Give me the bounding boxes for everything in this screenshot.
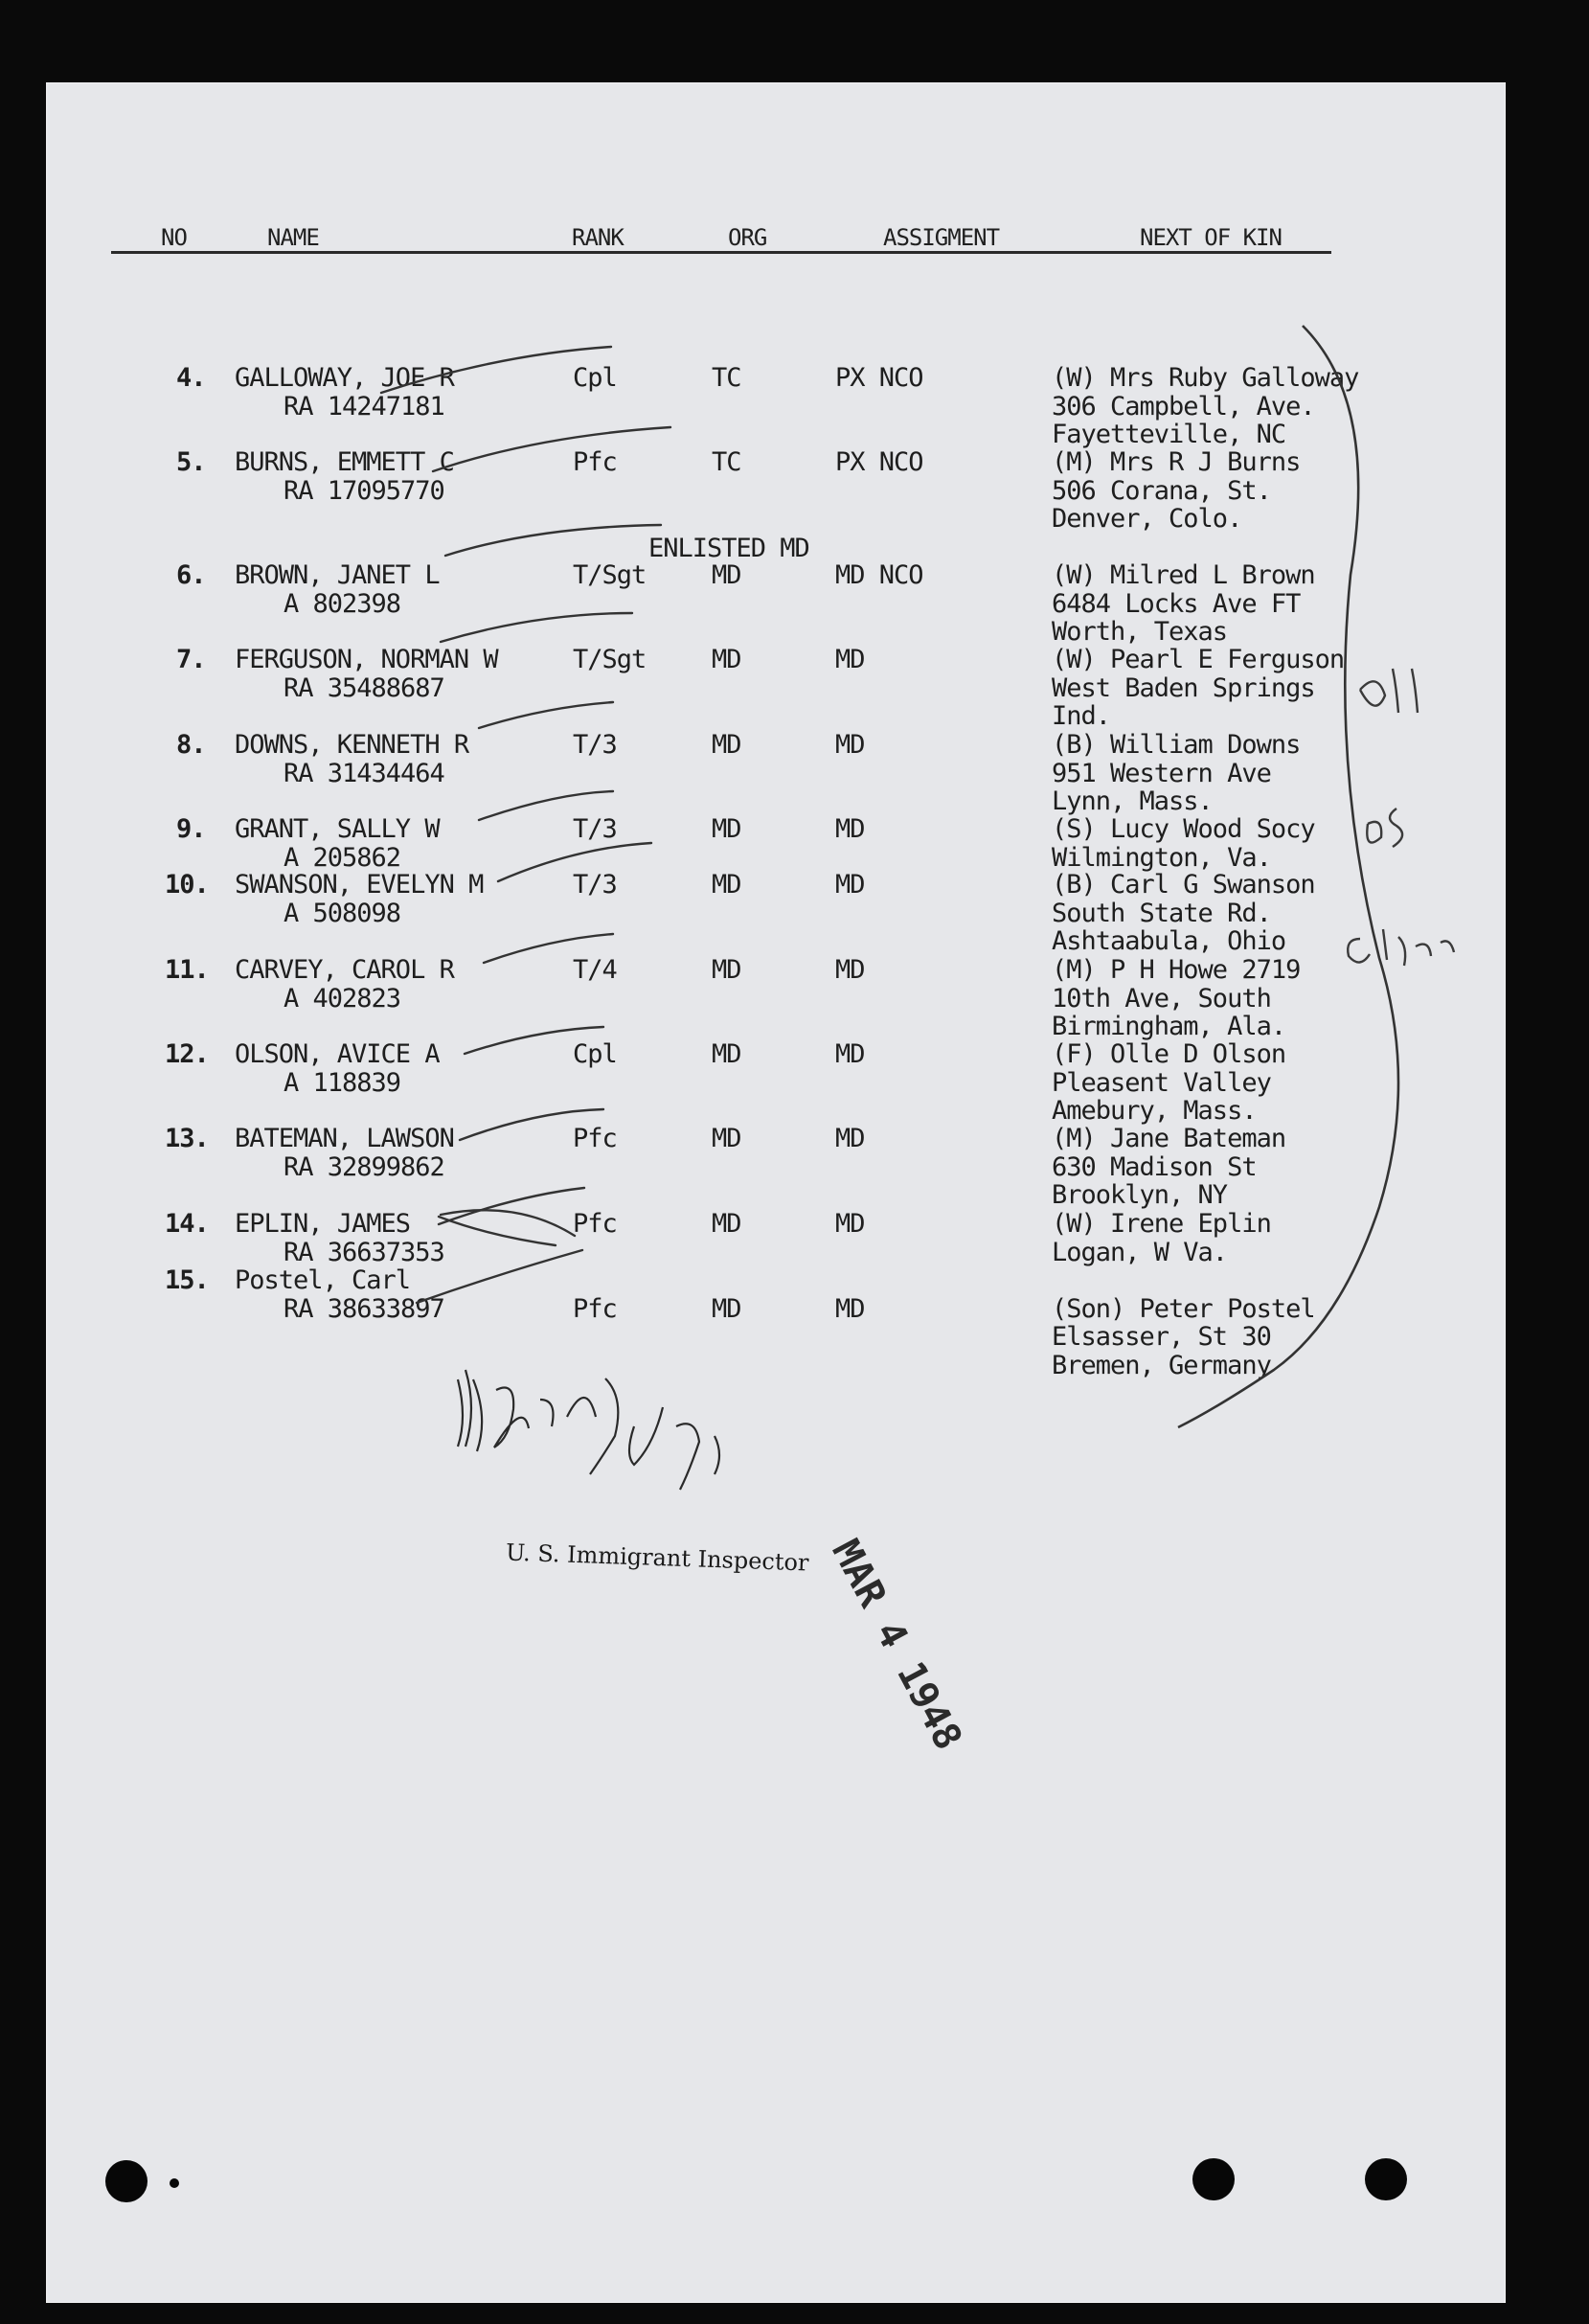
row-next-of-kin-line: (M) P H Howe 2719	[1052, 955, 1301, 985]
row-serial: RA 35488687	[284, 672, 444, 703]
row-next-of-kin-line: Lynn, Mass.	[1052, 786, 1213, 816]
row-number: 11.	[165, 955, 209, 985]
row-serial: RA 31434464	[284, 758, 444, 788]
row-name: BROWN, JANET L	[235, 560, 440, 590]
row-number: 12.	[165, 1039, 209, 1069]
row-next-of-kin-line: (B) Carl G Swanson	[1052, 870, 1315, 900]
row-next-of-kin-line: Logan, W Va.	[1052, 1237, 1228, 1267]
row-org: MD	[712, 645, 741, 674]
row-name: OLSON, AVICE A	[235, 1039, 440, 1069]
row-rank: T/3	[573, 814, 617, 844]
row-serial: A 508098	[284, 898, 401, 928]
row-assignment: MD	[835, 1293, 865, 1324]
row-rank: Pfc	[573, 1124, 617, 1153]
row-name: CARVEY, CAROL R	[235, 955, 454, 985]
header-no: NO	[161, 224, 187, 251]
row-number: 13.	[165, 1124, 209, 1153]
row-serial: A 802398	[284, 588, 401, 619]
row-assignment: MD	[835, 645, 865, 674]
row-org: TC	[712, 447, 741, 477]
row-rank: T/Sgt	[573, 560, 647, 590]
signature-text	[460, 1379, 467, 1380]
row-next-of-kin-line: 630 Madison St	[1052, 1151, 1257, 1182]
row-next-of-kin-line: West Baden Springs	[1052, 672, 1315, 703]
row-serial: A 402823	[284, 983, 401, 1014]
row-name: SWANSON, EVELYN M	[235, 870, 484, 900]
row-assignment: PX NCO	[835, 447, 923, 477]
row-next-of-kin-line: (W) Pearl E Ferguson	[1052, 645, 1345, 674]
row-serial: RA 36637353	[284, 1237, 444, 1267]
row-next-of-kin-line: (B) William Downs	[1052, 730, 1301, 760]
row-name: GALLOWAY, JOE R	[235, 363, 454, 393]
row-name: BURNS, EMMETT C	[235, 447, 454, 477]
row-rank: T/3	[573, 730, 617, 760]
signature-title: U. S. Immigrant Inspector	[505, 1538, 809, 1577]
margin-note-glyphs	[1348, 669, 1454, 966]
row-next-of-kin-line: Fayetteville, NC	[1052, 420, 1286, 449]
row-org: MD	[712, 1124, 741, 1153]
row-next-of-kin-line: (W) Milred L Brown	[1052, 560, 1315, 590]
row-assignment: MD	[835, 1124, 865, 1153]
row-next-of-kin-line: Ashtaabula, Ohio	[1052, 926, 1286, 956]
row-next-of-kin-line: Birmingham, Ala.	[1052, 1012, 1286, 1041]
punch-hole-3	[1365, 2158, 1407, 2200]
row-next-of-kin-line: 506 Corana, St.	[1052, 475, 1271, 506]
row-rank: Pfc	[573, 1293, 617, 1324]
row-next-of-kin-line: Brooklyn, NY	[1052, 1180, 1228, 1210]
row-next-of-kin-line: (M) Mrs R J Burns	[1052, 447, 1301, 477]
row-rank: Pfc	[573, 447, 617, 477]
header-org: ORG	[728, 224, 767, 251]
row-name: BATEMAN, LAWSON	[235, 1124, 454, 1153]
row-rank: T/Sgt	[573, 645, 647, 674]
row-next-of-kin-line: 306 Campbell, Ave.	[1052, 391, 1315, 422]
row-org: MD	[712, 1293, 741, 1324]
row-name: DOWNS, KENNETH R	[235, 730, 469, 760]
row-rank: Cpl	[573, 1039, 617, 1069]
row-next-of-kin-line: (M) Jane Bateman	[1052, 1124, 1286, 1153]
row-next-of-kin-line: Ind.	[1052, 701, 1111, 731]
row-next-of-kin-line: Wilmington, Va.	[1052, 842, 1271, 873]
header-assignment: ASSIGMENT	[883, 224, 1000, 251]
row-next-of-kin-line: (W) Irene Eplin	[1052, 1209, 1271, 1239]
row-next-of-kin-line: 951 Western Ave	[1052, 758, 1271, 788]
row-next-of-kin-line: (S) Lucy Wood Socy	[1052, 814, 1315, 844]
row-name: GRANT, SALLY W	[235, 814, 440, 844]
row-assignment: MD	[835, 730, 865, 760]
row-assignment: MD	[835, 870, 865, 900]
row-next-of-kin-line: Pleasent Valley	[1052, 1067, 1271, 1098]
row-number: 4.	[176, 363, 206, 393]
row-name: EPLIN, JAMES	[235, 1209, 411, 1239]
row-assignment: MD	[835, 1209, 865, 1239]
row-assignment: MD	[835, 1039, 865, 1069]
header-next-of-kin: NEXT OF KIN	[1140, 224, 1282, 251]
row-next-of-kin-line: Denver, Colo.	[1052, 504, 1242, 534]
row-serial: A 205862	[284, 842, 401, 873]
header-name: NAME	[267, 224, 319, 251]
row-next-of-kin-line: 6484 Locks Ave FT	[1052, 588, 1301, 619]
row-serial: RA 32899862	[284, 1151, 444, 1182]
row-assignment: MD	[835, 955, 865, 985]
row-number: 10.	[165, 870, 209, 900]
row-name: FERGUSON, NORMAN W	[235, 645, 498, 674]
row-number: 6.	[176, 560, 206, 590]
row-next-of-kin-line: Bremen, Germany	[1052, 1350, 1271, 1380]
row-org: MD	[712, 730, 741, 760]
punch-hole-2	[1192, 2158, 1235, 2200]
row-next-of-kin-line: (F) Olle D Olson	[1052, 1039, 1286, 1069]
row-org: MD	[712, 560, 741, 590]
row-org: MD	[712, 870, 741, 900]
row-serial: RA 17095770	[284, 475, 444, 506]
margin-bracket-line	[1178, 326, 1398, 1427]
row-rank: T/3	[573, 870, 617, 900]
row-next-of-kin-line: Amebury, Mass.	[1052, 1096, 1257, 1126]
punch-hole-1	[105, 2160, 148, 2202]
row-number: 15.	[165, 1265, 209, 1295]
row-rank: Pfc	[573, 1209, 617, 1239]
row-rank: Cpl	[573, 363, 617, 393]
punch-hole-1b	[170, 2178, 179, 2188]
row-next-of-kin-line: Worth, Texas	[1052, 617, 1228, 647]
row-serial: RA 38633897	[284, 1293, 444, 1324]
row-name: Postel, Carl	[235, 1265, 411, 1295]
row-serial: RA 14247181	[284, 391, 444, 422]
row-number: 5.	[176, 447, 206, 477]
row-number: 8.	[176, 730, 206, 760]
row-org: MD	[712, 1209, 741, 1239]
row-number: 9.	[176, 814, 206, 844]
row-number: 14.	[165, 1209, 209, 1239]
check-marks	[381, 347, 670, 1303]
row-next-of-kin-line: Elsasser, St 30	[1052, 1322, 1271, 1352]
row-next-of-kin-line: (Son) Peter Postel	[1052, 1293, 1315, 1324]
row-org: MD	[712, 955, 741, 985]
margin-note	[1360, 671, 1368, 672]
header-rank: RANK	[572, 224, 624, 251]
signature-scrawl	[458, 1370, 719, 1490]
row-assignment: PX NCO	[835, 363, 923, 393]
row-assignment: MD	[835, 814, 865, 844]
row-org: MD	[712, 814, 741, 844]
row-next-of-kin-line: 10th Ave, South	[1052, 983, 1271, 1014]
row-assignment: MD NCO	[835, 560, 923, 590]
row-org: MD	[712, 1039, 741, 1069]
row-org: TC	[712, 363, 741, 393]
row-rank: T/4	[573, 955, 617, 985]
date-stamp: MAR 4 1948	[823, 1533, 971, 1758]
section-label: ENLISTED MD	[648, 534, 809, 563]
row-serial: A 118839	[284, 1067, 401, 1098]
row-next-of-kin-line: (W) Mrs Ruby Galloway	[1052, 363, 1359, 393]
row-number: 7.	[176, 645, 206, 674]
row-next-of-kin-line: South State Rd.	[1052, 898, 1271, 928]
